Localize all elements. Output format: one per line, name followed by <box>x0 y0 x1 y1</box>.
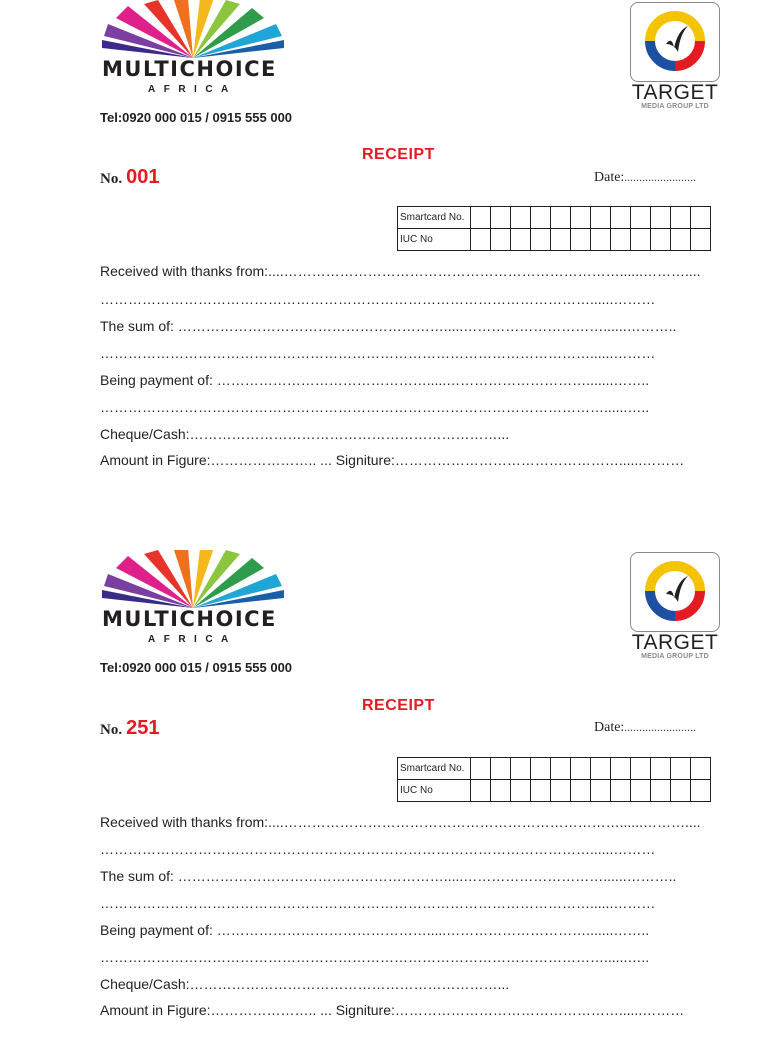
digit-box[interactable] <box>691 229 711 251</box>
smartcard-label: Smartcard No. <box>398 758 471 780</box>
sum-line[interactable]: The sum of: ………………………………………………….....…………………………......……….. <box>100 318 677 334</box>
amount-signature-line[interactable]: Amount in Figure:………………….. ... Signiture:…………………………………………......……… <box>100 1002 685 1018</box>
receipt-number-value: 251 <box>126 717 160 739</box>
received-from-continuation[interactable]: ……………………………………………………………………………………………......……… <box>100 841 656 857</box>
date-dots: ........................ <box>624 723 697 734</box>
target-logo-box <box>630 2 720 82</box>
sum-line[interactable]: The sum of: ………………………………………………….....…………………………......……….. <box>100 868 677 884</box>
sum-continuation[interactable]: ……………………………………………………………………………………………......……… <box>100 345 656 361</box>
digit-box[interactable] <box>591 207 611 229</box>
digit-box[interactable] <box>611 758 631 780</box>
digit-box[interactable] <box>531 780 551 802</box>
receipt-title: RECEIPT <box>362 146 435 163</box>
digit-box[interactable] <box>571 780 591 802</box>
digit-box[interactable] <box>491 207 511 229</box>
digit-box[interactable] <box>691 758 711 780</box>
digit-box[interactable] <box>491 780 511 802</box>
received-from-line[interactable]: Received with thanks from:....………………………………………………………………......……….... <box>100 814 701 830</box>
digit-box[interactable] <box>611 780 631 802</box>
digit-box[interactable] <box>471 758 491 780</box>
digit-box[interactable] <box>651 207 671 229</box>
multichoice-subtitle: AFRICA <box>148 634 237 645</box>
payment-line[interactable]: Being payment of: ……………………………………….....………………………….......…….. <box>100 922 650 938</box>
digit-box[interactable] <box>471 780 491 802</box>
multichoice-wordmark: MULTICHOICE <box>102 57 277 81</box>
iuc-label: IUC No <box>398 780 471 802</box>
digit-box[interactable] <box>531 229 551 251</box>
digit-box[interactable] <box>651 780 671 802</box>
digit-box[interactable] <box>651 758 671 780</box>
payment-continuation[interactable]: ………………………………………………………………………………………………......….. <box>100 399 650 415</box>
cheque-cash-line[interactable]: Cheque/Cash:…………………………………………………………... <box>100 426 510 442</box>
digit-box[interactable] <box>551 758 571 780</box>
received-from-continuation[interactable]: ……………………………………………………………………………………………......……… <box>100 291 656 307</box>
digit-box[interactable] <box>491 229 511 251</box>
multichoice-subtitle: AFRICA <box>148 84 237 95</box>
payment-continuation[interactable]: ………………………………………………………………………………………………......….. <box>100 949 650 965</box>
digit-box[interactable] <box>651 229 671 251</box>
digit-box[interactable] <box>611 229 631 251</box>
digit-box[interactable] <box>671 229 691 251</box>
target-ring-icon <box>642 558 708 624</box>
target-wordmark: TARGET <box>631 631 719 654</box>
digit-box[interactable] <box>511 207 531 229</box>
digit-box[interactable] <box>531 758 551 780</box>
digit-box[interactable] <box>631 780 651 802</box>
iuc-row <box>398 780 711 802</box>
telephone: Tel:0920 000 015 / 0915 555 000 <box>100 660 293 675</box>
digit-box[interactable] <box>611 207 631 229</box>
digit-box[interactable] <box>511 758 531 780</box>
target-subtitle: MEDIA GROUP LTD <box>641 653 709 660</box>
multichoice-fan-icon <box>100 550 286 610</box>
target-logo <box>628 2 722 117</box>
digit-box[interactable] <box>571 207 591 229</box>
telephone: Tel:0920 000 015 / 0915 555 000 <box>100 110 293 125</box>
amount-signature-line[interactable]: Amount in Figure:………………….. ... Signiture:…………………………………………......……… <box>100 452 685 468</box>
receipt-title: RECEIPT <box>362 697 435 714</box>
target-logo <box>628 552 722 667</box>
digit-box[interactable] <box>671 207 691 229</box>
smartcard-grid <box>397 757 711 802</box>
smartcard-grid <box>397 206 711 251</box>
smartcard-row <box>398 758 711 780</box>
received-from-line[interactable]: Received with thanks from:....………………………………………………………………......……….... <box>100 263 701 279</box>
digit-box[interactable] <box>631 758 651 780</box>
cheque-cash-line[interactable]: Cheque/Cash:…………………………………………………………... <box>100 976 510 992</box>
multichoice-logo <box>100 0 286 100</box>
digit-box[interactable] <box>691 207 711 229</box>
iuc-row <box>398 229 711 251</box>
iuc-label: IUC No <box>398 229 471 251</box>
multichoice-logo <box>100 550 286 650</box>
digit-box[interactable] <box>671 758 691 780</box>
date-field[interactable] <box>594 720 696 736</box>
receipt-card <box>0 0 768 500</box>
digit-box[interactable] <box>531 207 551 229</box>
digit-box[interactable] <box>631 207 651 229</box>
digit-box[interactable] <box>491 758 511 780</box>
digit-box[interactable] <box>631 229 651 251</box>
payment-line[interactable]: Being payment of: ……………………………………….....………………………….......…….. <box>100 372 650 388</box>
date-field[interactable] <box>594 170 696 186</box>
receipt-number <box>100 166 159 189</box>
target-logo-box <box>630 552 720 632</box>
digit-box[interactable] <box>551 207 571 229</box>
digit-box[interactable] <box>511 780 531 802</box>
digit-box[interactable] <box>571 758 591 780</box>
digit-box[interactable] <box>571 229 591 251</box>
digit-box[interactable] <box>471 207 491 229</box>
smartcard-label: Smartcard No. <box>398 207 471 229</box>
digit-box[interactable] <box>511 229 531 251</box>
multichoice-wordmark: MULTICHOICE <box>102 607 277 631</box>
digit-box[interactable] <box>671 780 691 802</box>
digit-box[interactable] <box>691 780 711 802</box>
target-wordmark: TARGET <box>631 81 719 104</box>
sum-continuation[interactable]: ……………………………………………………………………………………………......……… <box>100 895 656 911</box>
digit-box[interactable] <box>591 229 611 251</box>
target-subtitle: MEDIA GROUP LTD <box>641 103 709 110</box>
receipt-number-label: No. <box>100 171 123 187</box>
receipt-number-label: No. <box>100 722 123 738</box>
smartcard-row <box>398 207 711 229</box>
date-label: Date: <box>594 720 625 735</box>
receipt-card <box>0 550 768 1050</box>
digit-box[interactable] <box>551 229 571 251</box>
multichoice-fan-icon <box>100 0 286 60</box>
digit-box[interactable] <box>471 229 491 251</box>
receipt-number-value: 001 <box>126 166 160 188</box>
date-label: Date: <box>594 170 625 185</box>
digit-box[interactable] <box>551 780 571 802</box>
digit-box[interactable] <box>591 758 611 780</box>
target-ring-icon <box>642 8 708 74</box>
digit-box[interactable] <box>591 780 611 802</box>
date-dots: ........................ <box>624 173 697 184</box>
receipt-number <box>100 717 159 740</box>
